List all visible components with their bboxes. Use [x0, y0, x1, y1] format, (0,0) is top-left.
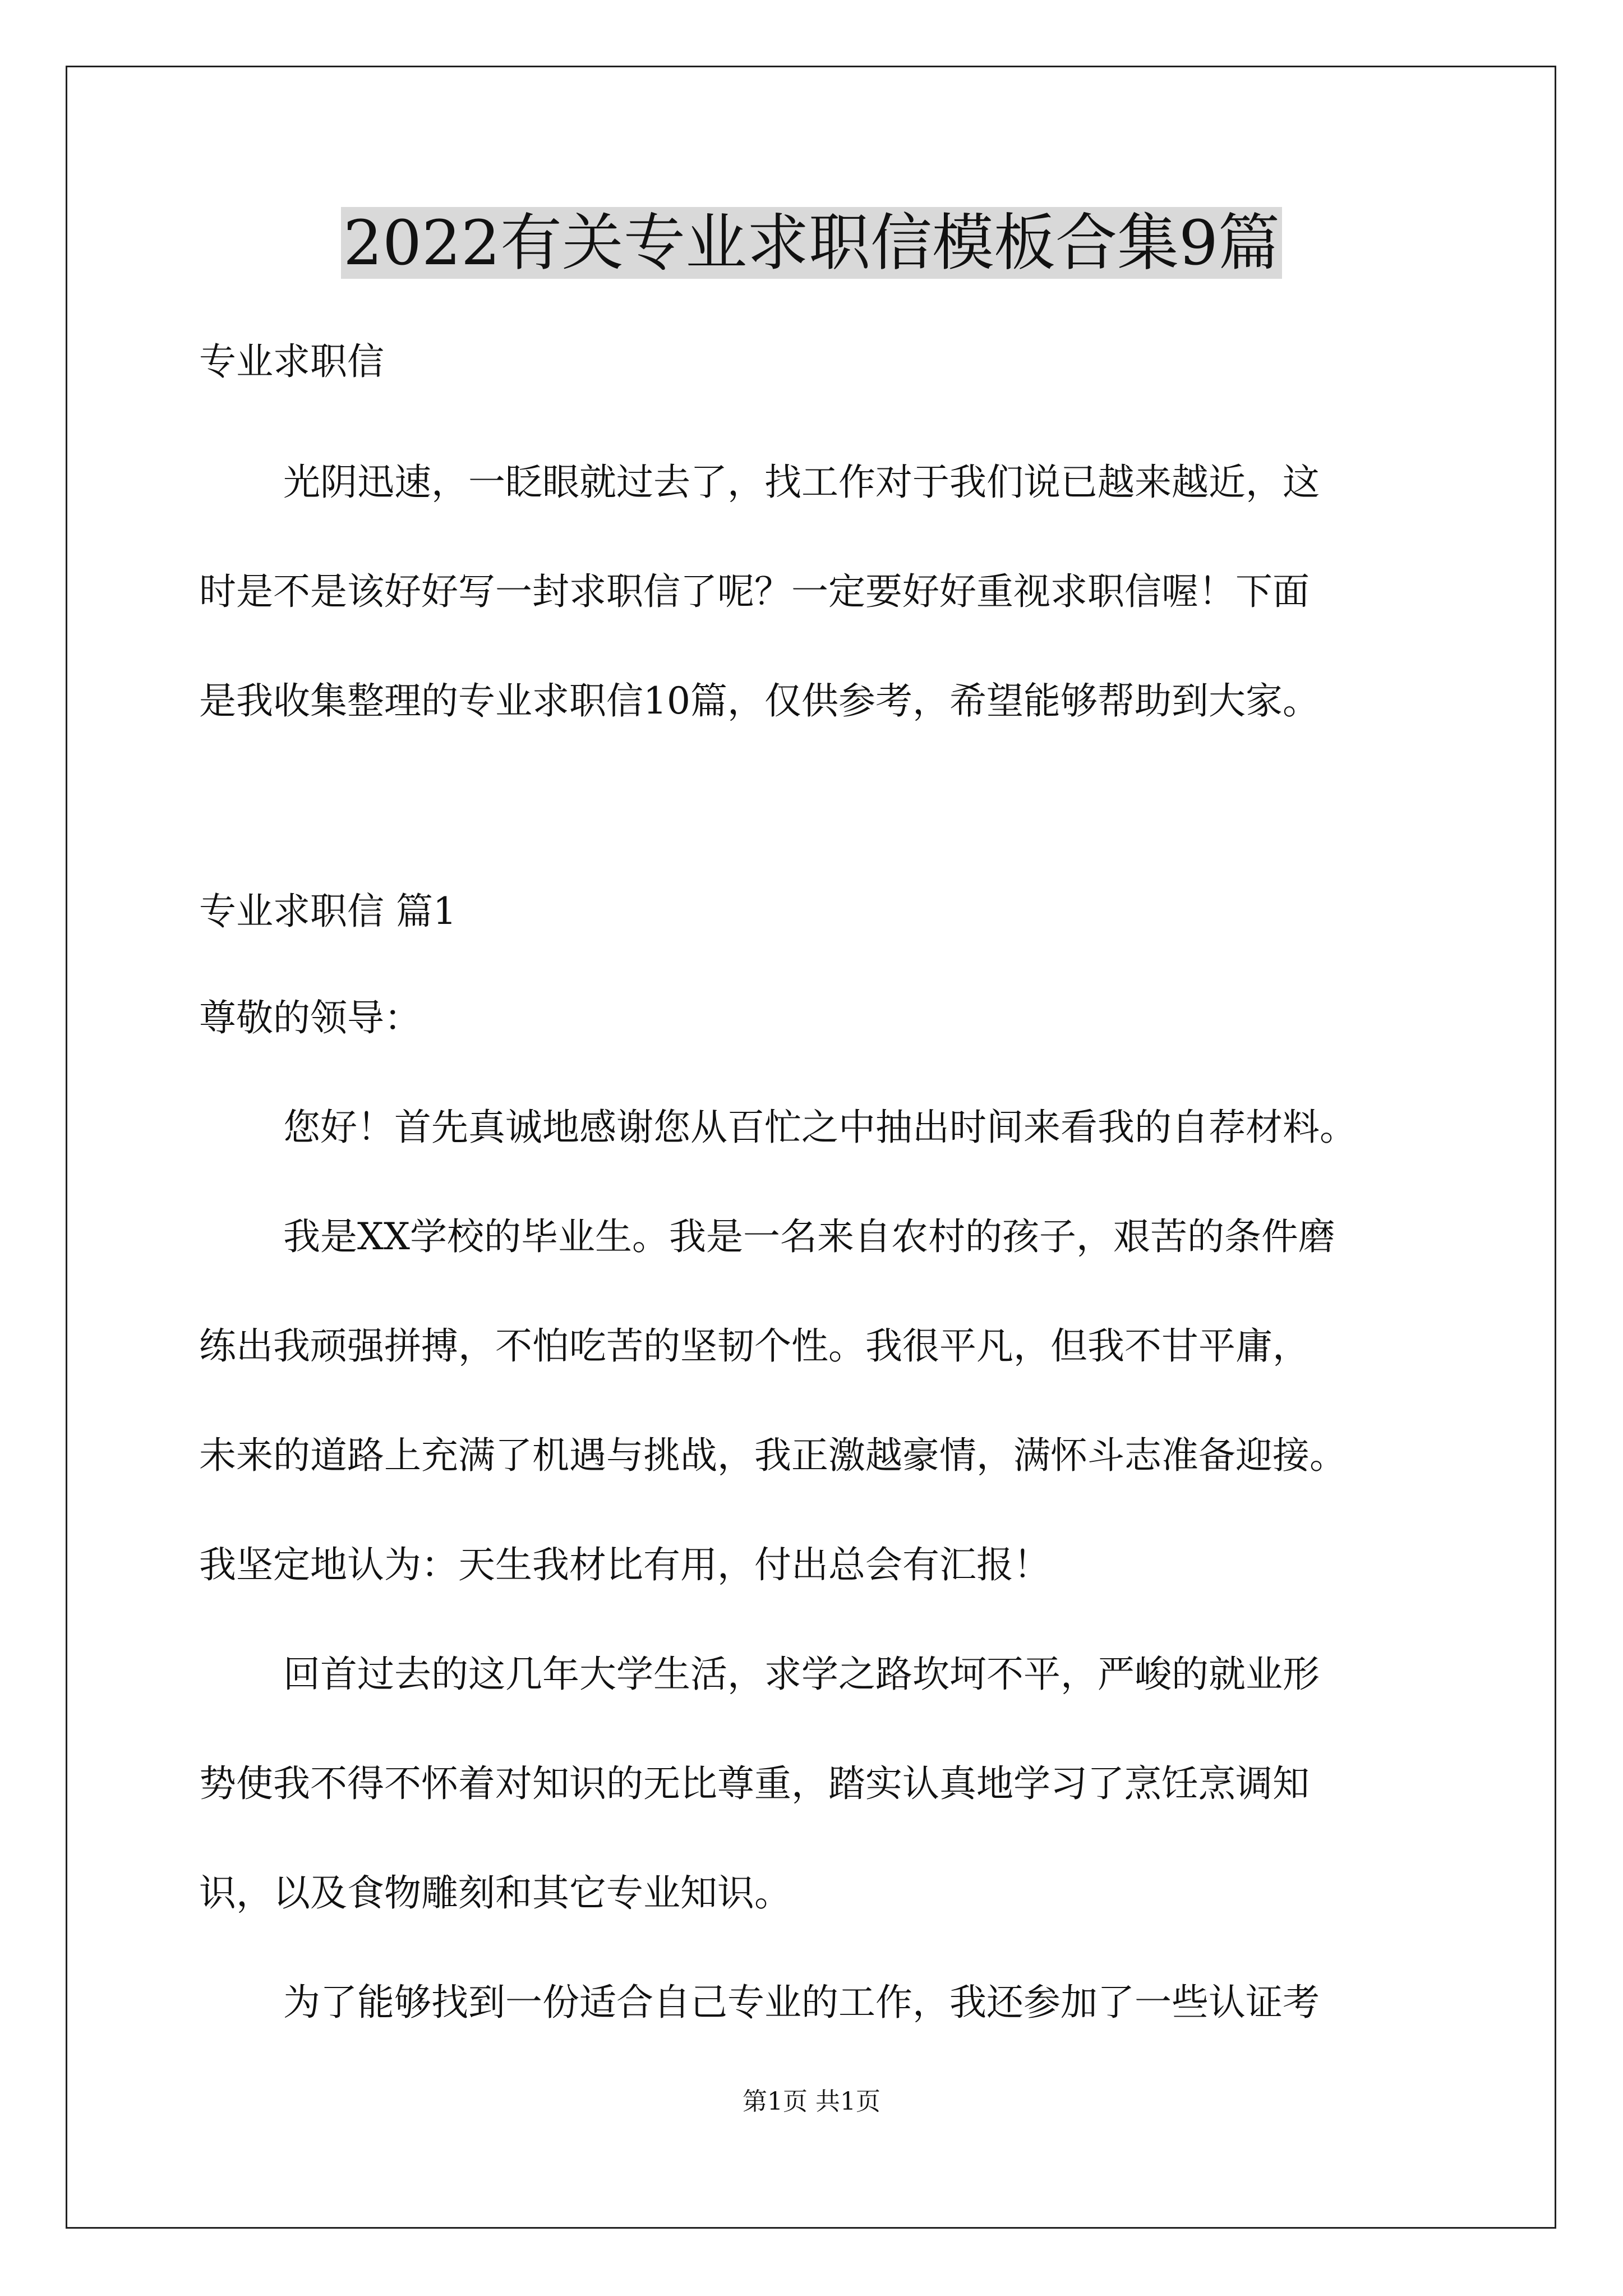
section-heading: 专业求职信	[199, 340, 384, 383]
body-line: 练出我顽强拼搏，不怕吃苦的坚韧个性。我很平凡，但我不甘平庸，	[199, 1324, 1310, 1368]
salutation: 尊敬的领导：	[199, 996, 421, 1039]
intro-line: 光阴迅速，一眨眼就过去了，找工作对于我们说已越来越近，这	[283, 461, 1320, 504]
body-line: 势使我不得不怀着对知识的无比尊重，踏实认真地学习了烹饪烹调知	[199, 1762, 1310, 1805]
document-title	[0, 206, 1623, 279]
body-line: 回首过去的这几年大学生活，求学之路坎坷不平，严峻的就业形	[283, 1653, 1320, 1696]
body-line: 为了能够找到一份适合自己专业的工作，我还参加了一些认证考	[283, 1981, 1320, 2024]
body-line: 我坚定地认为：天生我材比有用，付出总会有汇报！	[199, 1543, 1050, 1586]
document-title-text: 2022有关专业求职信模板合集9篇	[341, 207, 1282, 279]
letter-heading: 专业求职信 篇1	[199, 890, 457, 933]
body-line: 识，以及食物雕刻和其它专业知识。	[199, 1871, 791, 1915]
body-line: 您好！首先真诚地感谢您从百忙之中抽出时间来看我的自荐材料。	[283, 1106, 1357, 1149]
body-line: 未来的道路上充满了机遇与挑战，我正激越豪情，满怀斗志准备迎接。	[199, 1434, 1347, 1477]
body-line: 我是XX学校的毕业生。我是一名来自农村的孩子，艰苦的条件磨	[283, 1215, 1335, 1258]
intro-line: 是我收集整理的专业求职信10篇，仅供参考，希望能够帮助到大家。	[199, 679, 1320, 723]
intro-line: 时是不是该好好写一封求职信了呢？一定要好好重视求职信喔！下面	[199, 570, 1310, 613]
page-footer: 第1页 共1页	[743, 2087, 880, 2116]
